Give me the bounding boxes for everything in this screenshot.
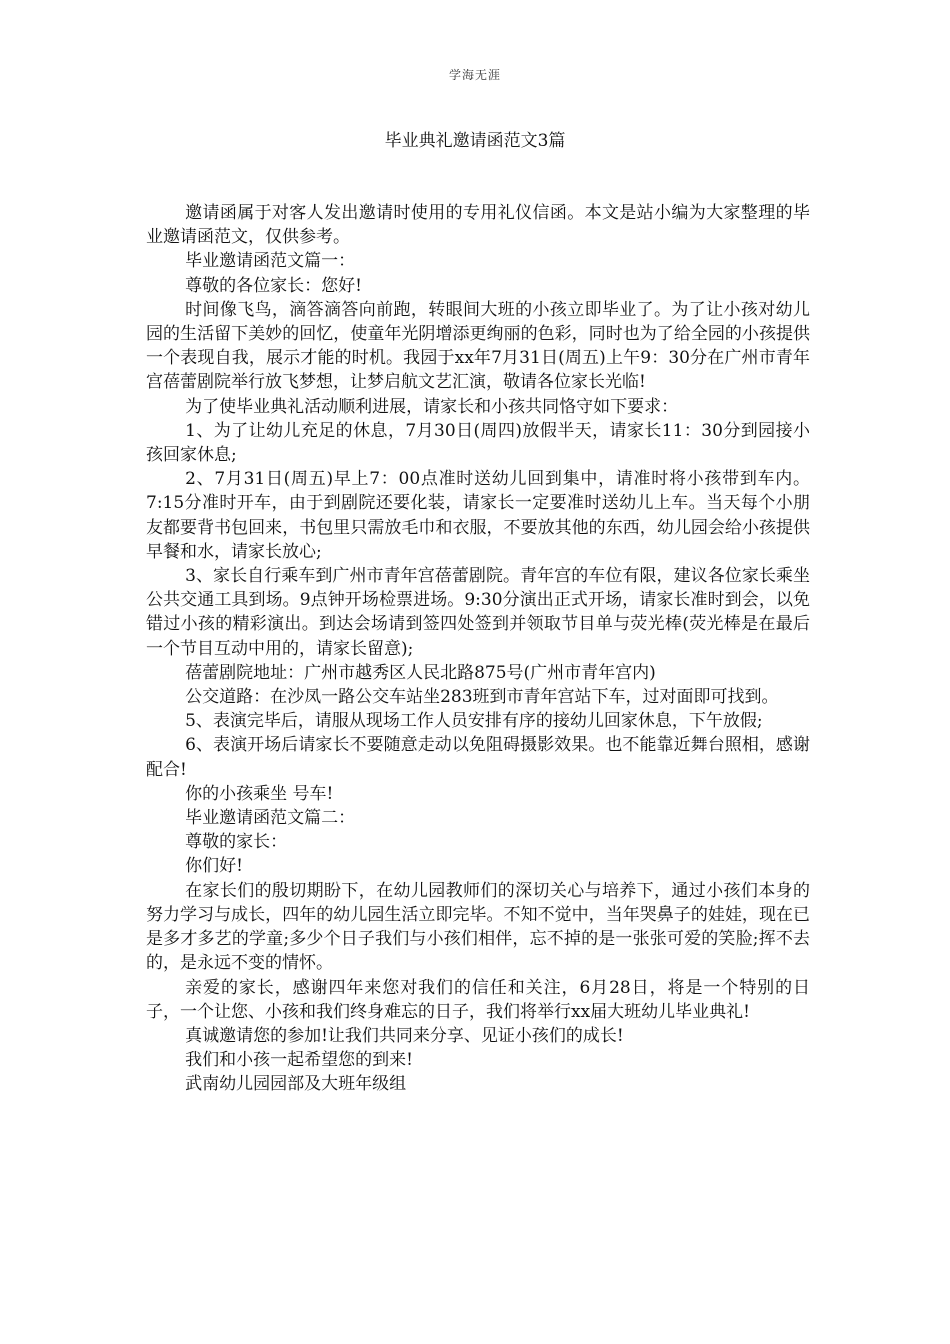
section-heading-2: 毕业邀请函范文篇二： xyxy=(185,808,356,829)
requirement-item-6: 6、表演开场后请家长不要随意走动以免阻碍摄影效果。也不能靠近舞台照相，感谢配合! xyxy=(146,735,810,780)
requirement-item-3: 3、家长自行乘车到广州市青年宫蓓蕾剧院。青年宫的车位有限，建议各位家长乘坐公共交通工具到场。9点钟开场检票进场。9:30分演出正式开场，请家长准时到会，以免错过小孩的精彩演出。到达会场请到签四处签到并领取节目单与荧光棒(荧光棒是在最后一个节目互动中用的，请家长留意); xyxy=(146,566,810,659)
page-header: 学海无涯 xyxy=(448,68,501,82)
document-body xyxy=(146,201,810,1097)
paragraph-intro: 邀请函属于对客人发出邀请时使用的专用礼仪信函。本文是站小编为大家整理的毕业邀请函范文，仅供参考。 xyxy=(146,203,810,248)
greeting: 你们好! xyxy=(185,856,243,877)
paragraph: 我们和小孩一起希望您的到来! xyxy=(185,1050,413,1071)
bus-number-line: 你的小孩乘坐 号车! xyxy=(185,783,334,804)
signature: 武南幼儿园园部及大班年级组 xyxy=(185,1074,407,1095)
bus-route: 公交道路：在沙凤一路公交车站坐283班到市青年宫站下车，过对面即可找到。 xyxy=(185,687,779,708)
document-title: 毕业典礼邀请函范文3篇 xyxy=(384,131,566,151)
theater-address: 蓓蕾剧院地址：广州市越秀区人民北路875号(广州市青年宫内) xyxy=(185,662,656,683)
section-heading-1: 毕业邀请函范文篇一： xyxy=(185,251,356,272)
requirement-item-2: 2、7月31日(周五)早上7：00点准时送幼儿回到集中，请准时将小孩带到车内。7:15分准时开车，由于到剧院还要化装，请家长一定要准时送幼儿上车。当天每个小朋友都要背书包回来，书包里只需放毛巾和衣服，不要放其他的东西，幼儿园会给小孩提供早餐和水，请家长放心; xyxy=(146,469,810,562)
requirement-item-1: 1、为了让幼儿充足的休息，7月30日(周四)放假半天，请家长11：30分到园接小孩回家休息; xyxy=(146,420,810,466)
paragraph: 亲爱的家长，感谢四年来您对我们的信任和关注，6月28日，将是一个特别的日子，一个让您、小孩和我们终身难忘的日子，我们将举行xx届大班幼儿毕业典礼! xyxy=(146,977,810,1022)
salutation-2: 尊敬的家长： xyxy=(185,832,288,853)
requirement-item-5: 5、表演完毕后，请服从现场工作人员安排有序的接幼儿回家休息，下午放假; xyxy=(185,711,763,732)
paragraph: 在家长们的殷切期盼下，在幼儿园教师们的深切关心与培养下，通过小孩们本身的努力学习与成长，四年的幼儿园生活立即完毕。不知不觉中，当年哭鼻子的娃娃，现在已是多才多艺的学童;多少个日子我们与小孩们相伴，忘不掉的是一张张可爱的笑脸;挥不去的，是永远不变的情怀。 xyxy=(146,880,810,974)
paragraph: 为了使毕业典礼活动顺利进展，请家长和小孩共同恪守如下要求： xyxy=(185,396,679,417)
paragraph: 时间像飞鸟，滴答滴答向前跑，转眼间大班的小孩立即毕业了。为了让小孩对幼儿园的生活留下美妙的回忆，使童年光阴增添更绚丽的色彩，同时也为了给全园的小孩提供一个表现自我，展示才能的时机。我园于xx年7月31日(周五)上午9：30分在广州市青年宫蓓蕾剧院举行放飞梦想，让梦启航文艺汇演，敬请各位家长光临! xyxy=(146,299,810,393)
salutation-1: 尊敬的各位家长：您好! xyxy=(185,275,362,296)
paragraph: 真诚邀请您的参加!让我们共同来分享、见证小孩们的成长! xyxy=(185,1025,624,1046)
